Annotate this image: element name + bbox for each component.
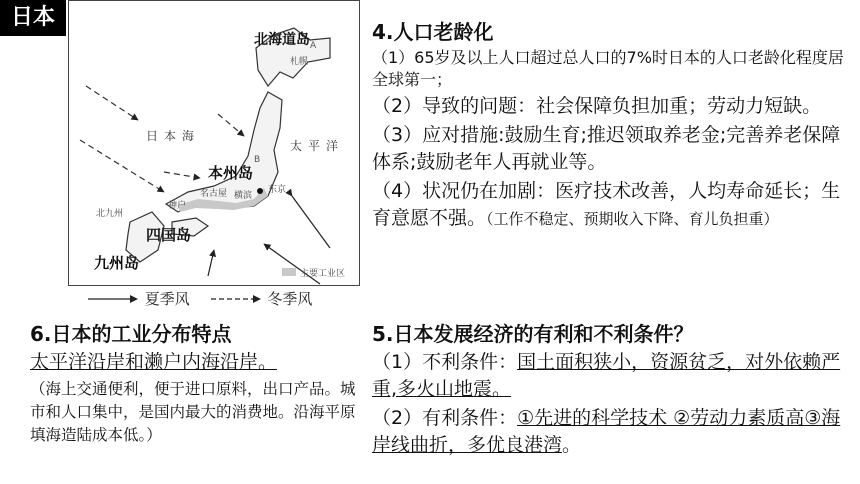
section-industry [30, 318, 360, 447]
section5-p2-suffix: 。 [562, 434, 582, 456]
section6-note: （海上交通便利，便于进口原料，出口产品。城市和人口集中，是国内最大的消费地。沿海平原填海造陆成本低。） [30, 380, 356, 444]
section5-p2 [372, 405, 856, 459]
winter-arrow-icon [209, 290, 263, 308]
section5-p2-underline: ①先进的科学技术 ②劳动力素质高③海岸线曲折，多优良港湾 [372, 407, 841, 456]
tokyo-dot [257, 188, 263, 194]
section4-p4-main: （4）状况仍在加剧：医疗技术改善，人均寿命延长；生育意愿不强。 [372, 180, 841, 229]
label-kyushu: 九州岛 [94, 254, 140, 272]
label-sapporo: 札幌 [290, 57, 309, 67]
section4-p1: （1）65岁及以上人口超过总人口的7%时日本的人口老龄化程度居全球第一； [372, 48, 844, 89]
section4-p4 [372, 178, 856, 232]
label-shikoku: 四国岛 [146, 226, 192, 244]
label-pacific: 太平洋 [290, 139, 345, 153]
section4-p4-note: （工作不稳定、预期收入下降、育儿负担重） [486, 210, 779, 228]
section-aging [372, 16, 856, 232]
section4-p2: （2）导致的问题：社会保障负担加重；劳动力短缺。 [372, 95, 822, 117]
legend-summer: 夏季风 [144, 290, 190, 308]
section4-p3: （3）应对措施:鼓励生育;推迟领取养老金;完善养老保障体系;鼓励老年人再就业等。 [372, 124, 841, 173]
section6-title: 6.日本的工业分布特点 [30, 322, 232, 346]
section-conditions [372, 318, 856, 459]
section5-p1-prefix: （1）不利条件： [372, 351, 518, 373]
label-point-b: B [254, 155, 261, 165]
label-tokyo: 东京 [268, 185, 287, 195]
map-legend [86, 288, 312, 309]
section5-p1-underline: 国土面积狭小，资源贫乏，对外依赖严重,多火山地震。 [372, 351, 841, 400]
section6-main: 太平洋沿岸和濑户内海沿岸。 [30, 351, 278, 373]
japan-map [68, 0, 360, 312]
label-kitakyushu: 北九州 [96, 209, 124, 219]
section4-title: 4.人口老龄化 [372, 20, 494, 44]
summer-arrow-icon [86, 290, 140, 308]
label-nagoya: 名古屋 [200, 189, 228, 199]
label-sea-of-japan: 日本海 [146, 129, 201, 143]
legend-winter: 冬季风 [267, 290, 313, 308]
section5-p1 [372, 349, 856, 403]
japan-tag: 日本 [0, 0, 66, 36]
label-hokkaido: 北海道岛 [254, 32, 310, 48]
label-kobe: 神户 [168, 201, 187, 211]
label-yokohama: 横滨 [234, 191, 253, 201]
section5-p2-prefix: （2）有利条件： [372, 407, 518, 429]
label-honshu: 本州岛 [208, 164, 254, 182]
section5-title: 5.日本发展经济的有利和不利条件？ [372, 322, 694, 346]
label-industrial-zone: 主要工业区 [300, 269, 346, 279]
label-point-a: A [310, 41, 317, 51]
